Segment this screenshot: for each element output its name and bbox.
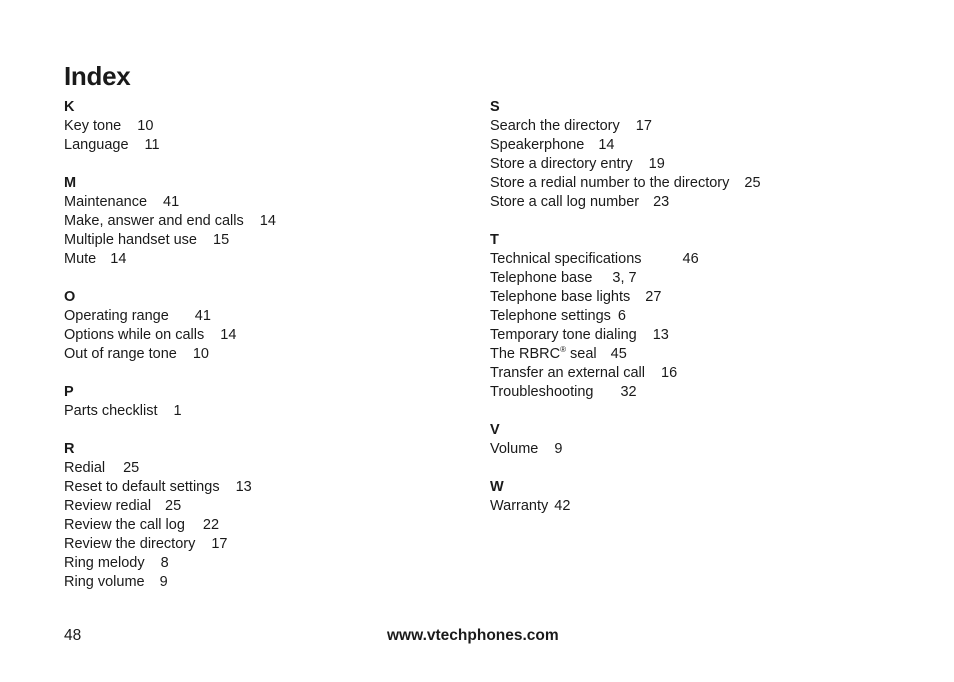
index-entry-page: 25	[123, 460, 140, 476]
index-entry-term-text: Review the directory	[64, 536, 196, 552]
index-entry-page: 23	[653, 194, 670, 210]
index-entry-term	[490, 288, 630, 307]
index-entry-page: 1	[173, 403, 182, 419]
index-entry-term	[490, 269, 592, 288]
index-group-o	[64, 288, 464, 364]
index-entry-page: 13	[652, 327, 669, 343]
index-entry-term-text: Language	[64, 137, 129, 153]
index-entry-term-text: Temporary tone dialing	[490, 327, 637, 343]
index-entry-term-text: Review redial	[64, 498, 152, 514]
index-entry-page: 32	[620, 384, 637, 400]
index-letter-heading: S	[490, 99, 500, 115]
index-letter-heading: W	[490, 479, 504, 495]
index-entry-term	[64, 250, 96, 269]
index-entry-term	[64, 136, 129, 155]
index-entry-term	[490, 364, 645, 383]
index-entry-term-text: Options while on calls	[64, 327, 205, 343]
index-entry-term	[490, 117, 620, 136]
index-column-right	[490, 98, 890, 535]
index-entry-term-text: Speakerphone	[490, 137, 585, 153]
index-entry-term	[64, 554, 145, 573]
index-entry-term-text: Telephone base lights	[490, 289, 631, 305]
index-entry-term-suffix: seal	[566, 346, 597, 362]
index-entry-page: 17	[211, 536, 228, 552]
index-entry-page: 9	[554, 441, 563, 457]
index-entry-the-rbrc-seal	[490, 345, 890, 364]
index-entry-term-text: Telephone base	[490, 270, 593, 286]
index-entry-term	[64, 193, 147, 212]
index-group-t	[490, 231, 890, 402]
index-entry-page: 14	[598, 137, 615, 153]
index-entry-term	[490, 193, 639, 212]
index-entry-telephone-base	[490, 269, 890, 288]
index-entry-term	[64, 307, 169, 326]
index-entry-term-text: Store a redial number to the directory	[490, 175, 730, 191]
index-entry-telephone-settings	[490, 307, 890, 326]
index-entry-term-text: Ring melody	[64, 555, 145, 571]
index-entry-term	[490, 326, 637, 345]
index-entry-term-text: The RBRC	[490, 346, 561, 362]
index-entry-term-text: Telephone settings	[490, 308, 611, 324]
index-entry-store-a-directory-entry	[490, 155, 890, 174]
index-entry-key-tone	[64, 117, 464, 136]
index-entry-page: 25	[744, 175, 761, 191]
index-entry-multiple-handset-use	[64, 231, 464, 250]
index-entry-speakerphone	[490, 136, 890, 155]
index-entry-term	[64, 516, 185, 535]
index-entry-term	[490, 440, 538, 459]
index-entry-term-text: Redial	[64, 460, 106, 476]
index-entry-term	[64, 497, 151, 516]
footer-url[interactable]: www.vtechphones.com	[387, 627, 559, 644]
index-entry-page: 10	[137, 118, 154, 134]
index-entry-review-the-call-log	[64, 516, 464, 535]
index-entry-term-text: Parts checklist	[64, 403, 158, 419]
index-entry-term	[64, 212, 244, 231]
index-letter-heading: M	[64, 175, 77, 191]
index-entry-mute	[64, 250, 464, 269]
index-entry-ring-melody	[64, 554, 464, 573]
index-entry-term-text: Key tone	[64, 118, 122, 134]
index-entry-term-text: Out of range tone	[64, 346, 177, 362]
index-entry-troubleshooting	[490, 383, 890, 402]
index-entry-out-of-range-tone	[64, 345, 464, 364]
index-letter-heading: K	[64, 99, 75, 115]
index-letter-heading: O	[64, 289, 76, 305]
index-entry-page: 10	[192, 346, 209, 362]
index-entry-term	[64, 345, 177, 364]
index-group-k	[64, 98, 464, 155]
index-entry-page: 45	[610, 346, 627, 362]
index-entry-term-text: Make, answer and end calls	[64, 213, 244, 229]
index-entry-page: 19	[648, 156, 665, 172]
index-entry-review-redial	[64, 497, 464, 516]
index-entry-page: 42	[554, 498, 571, 514]
index-entry-page: 6	[617, 308, 626, 324]
index-entry-ring-volume	[64, 573, 464, 592]
index-entry-page: 3, 7	[612, 270, 637, 286]
index-letter-heading: R	[64, 441, 75, 457]
index-group-m	[64, 174, 464, 269]
index-entry-term	[64, 402, 157, 421]
index-letter-heading: T	[490, 232, 499, 248]
index-entry-term-text: Ring volume	[64, 574, 145, 590]
index-entry-language	[64, 136, 464, 155]
index-entry-page: 25	[165, 498, 182, 514]
index-entry-term	[490, 497, 548, 516]
index-entry-warranty	[490, 497, 890, 516]
index-entry-page: 17	[635, 118, 652, 134]
index-entry-temporary-tone-dialing	[490, 326, 890, 345]
index-entry-page: 14	[259, 213, 276, 229]
index-entry-term	[64, 231, 197, 250]
registered-mark: ®	[560, 345, 567, 355]
index-group-v	[490, 421, 890, 459]
index-entry-page: 14	[110, 251, 127, 267]
index-entry-term	[64, 117, 121, 136]
index-entry-term	[64, 573, 145, 592]
index-letter-heading: V	[490, 422, 500, 438]
index-entry-page: 14	[220, 327, 237, 343]
index-entry-page: 41	[194, 308, 211, 324]
index-entry-term	[490, 383, 593, 402]
index-entry-reset-to-default-settings	[64, 478, 464, 497]
index-entry-maintenance	[64, 193, 464, 212]
index-entry-term-text: Maintenance	[64, 194, 148, 210]
index-column-left	[64, 98, 464, 611]
index-entry-page: 41	[163, 194, 180, 210]
index-entry-store-a-call-log-number	[490, 193, 890, 212]
footer-page-number: 48	[64, 627, 82, 644]
index-entry-term-text: Store a directory entry	[490, 156, 633, 172]
index-entry-term	[490, 174, 729, 193]
index-group-p	[64, 383, 464, 421]
index-entry-volume	[490, 440, 890, 459]
page-title: Index	[64, 61, 131, 91]
index-entry-page: 9	[159, 574, 168, 590]
index-entry-telephone-base-lights	[490, 288, 890, 307]
index-entry-page: 27	[645, 289, 662, 305]
index-entry-term-text: Transfer an external call	[490, 365, 646, 381]
index-entry-term	[64, 326, 204, 345]
index-entry-term	[64, 535, 195, 554]
index-entry-term	[490, 155, 633, 174]
index-letter-heading: P	[64, 384, 74, 400]
index-entry-term-text: Review the call log	[64, 517, 185, 533]
index-entry-term	[490, 345, 597, 364]
index-entry-page: 15	[213, 232, 230, 248]
index-entry-term-text: Mute	[64, 251, 97, 267]
index-entry-page: 13	[235, 479, 252, 495]
index-entry-operating-range	[64, 307, 464, 326]
index-entry-technical-specifications	[490, 250, 890, 269]
index-entry-term-text: Technical specifications	[490, 251, 642, 267]
index-entry-term-text: Reset to default settings	[64, 479, 220, 495]
index-entry-review-the-directory	[64, 535, 464, 554]
index-entry-redial	[64, 459, 464, 478]
index-entry-page: 16	[661, 365, 678, 381]
index-entry-term	[490, 250, 642, 269]
index-entry-term	[64, 459, 105, 478]
index-entry-transfer-an-external-call	[490, 364, 890, 383]
index-entry-term	[490, 136, 584, 155]
index-entry-term-text: Operating range	[64, 308, 169, 324]
index-entry-page: 11	[144, 137, 160, 153]
index-entry-term-text: Warranty	[490, 498, 549, 514]
index-entry-page: 8	[160, 555, 169, 571]
index-entry-term-text: Multiple handset use	[64, 232, 197, 248]
index-entry-term-text: Volume	[490, 441, 539, 457]
index-entry-page: 22	[202, 517, 220, 533]
index-entry-page: 46	[682, 251, 699, 267]
index-entry-term	[490, 307, 611, 326]
index-group-r	[64, 440, 464, 592]
index-entry-term	[64, 478, 220, 497]
index-entry-search-the-directory	[490, 117, 890, 136]
index-group-s	[490, 98, 890, 212]
index-group-w	[490, 478, 890, 516]
index-entry-store-a-redial-number-to-the-directory	[490, 174, 890, 193]
index-entry-options-while-on-calls	[64, 326, 464, 345]
index-entry-make-answer-and-end-calls	[64, 212, 464, 231]
index-entry-term-text: Search the directory	[490, 118, 620, 134]
index-entry-term-text: Store a call log number	[490, 194, 640, 210]
index-entry-term-text: Troubleshooting	[490, 384, 594, 400]
index-entry-parts-checklist	[64, 402, 464, 421]
